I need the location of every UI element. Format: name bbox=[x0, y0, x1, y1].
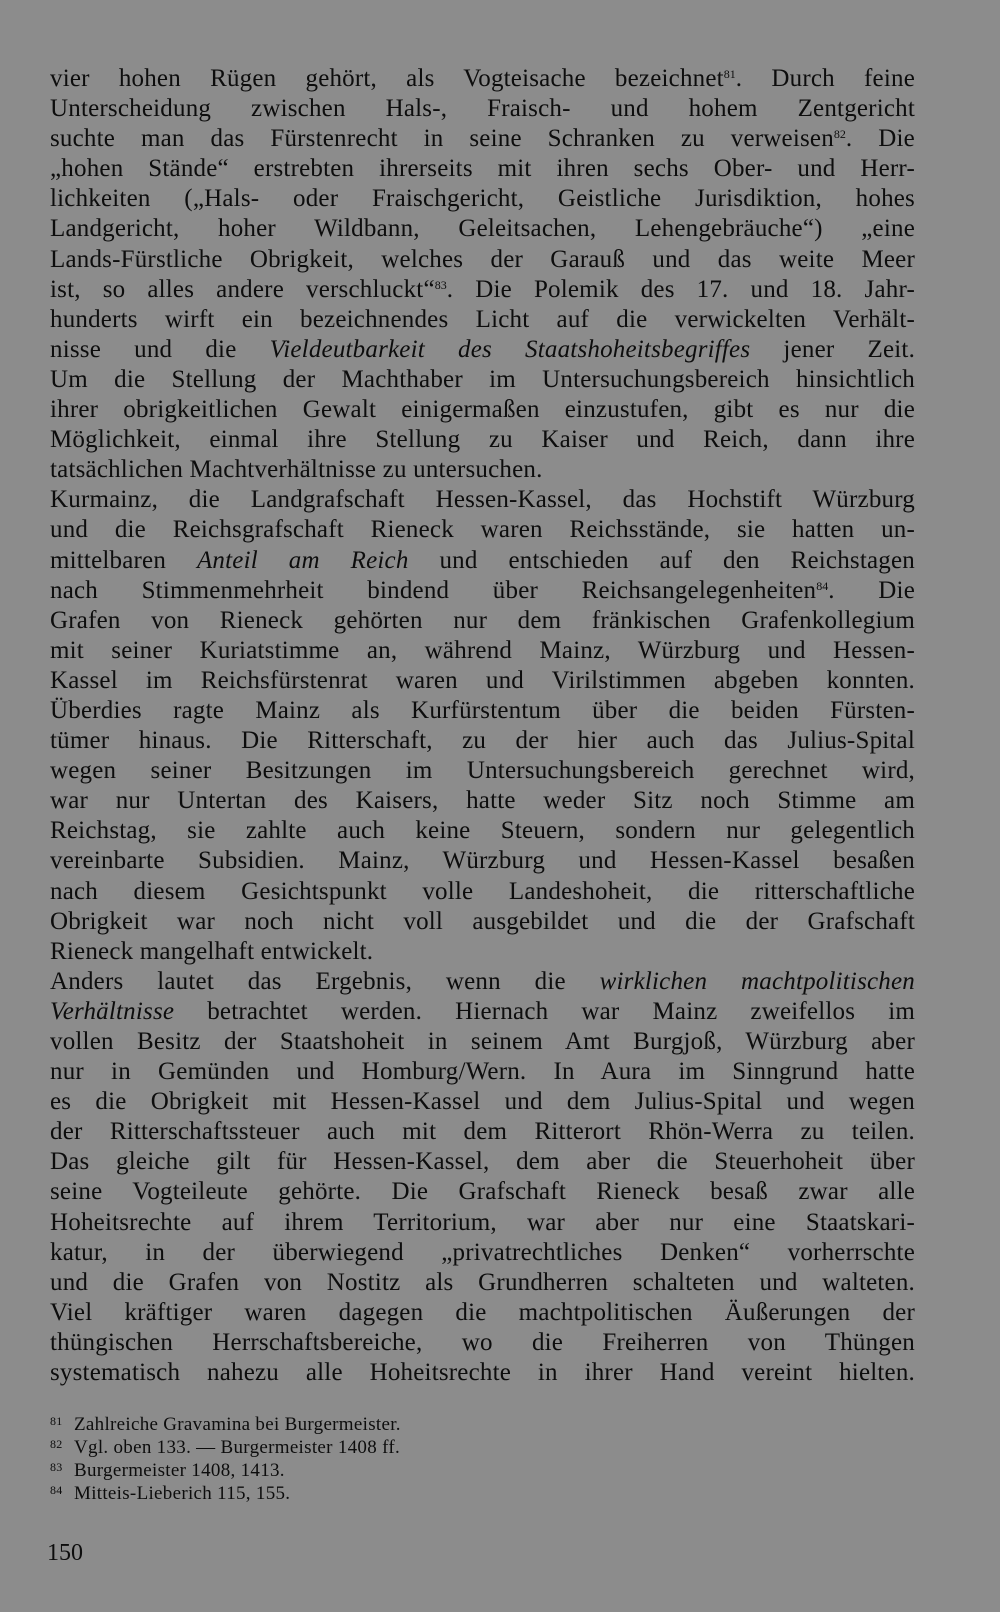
text-run: Lands-Fürstliche Obrigkeit, welches der Garauß und das weite Meer bbox=[50, 245, 915, 273]
text-run: betrachtet werden. Hiernach war Mainz zweifellos im bbox=[174, 997, 915, 1025]
text-run: vereinbarte Subsidien. Mainz, Würzburg und Hessen-Kassel besaßen bbox=[50, 847, 915, 875]
text-line bbox=[50, 1208, 915, 1238]
text-line bbox=[50, 1057, 915, 1087]
text-run: nisse und die bbox=[50, 335, 270, 363]
text-run: nur in Gemünden und Homburg/Wern. In Aura im Sinngrund hatte bbox=[50, 1058, 915, 1086]
text-run: Landgericht, hoher Wildbann, Geleitsachen, Lehengebräuche“) „eine bbox=[50, 215, 915, 243]
text-run: systematisch nahezu alle Hoheitsrechte in ihrer Hand vereint hielten. bbox=[50, 1359, 915, 1387]
text-line bbox=[50, 94, 915, 124]
text-run: und die Grafen von Nostitz als Grundherren schalteten und walteten. bbox=[50, 1268, 915, 1296]
text-line bbox=[50, 606, 915, 636]
text-run: mittelbaren bbox=[50, 546, 197, 574]
text-run: seine Vogteileute gehörte. Die Grafschaft Rieneck besaß zwar alle bbox=[50, 1178, 915, 1206]
text-run: Das gleiche gilt für Hessen-Kassel, dem aber die Steuerhoheit über bbox=[50, 1148, 915, 1176]
text-line bbox=[50, 124, 915, 154]
text-run: . Die bbox=[828, 576, 915, 604]
text-run: suchte man das Fürstenrecht in seine Schranken zu verweisen bbox=[50, 125, 834, 153]
text-line bbox=[50, 515, 915, 545]
text-run: Grafen von Rieneck gehörten nur dem fränkischen Grafenkollegium bbox=[50, 606, 915, 634]
text-run: ihrer obrigkeitlichen Gewalt einigermaßen einzustufen, gibt es nur die bbox=[50, 396, 915, 424]
text-line bbox=[50, 1027, 915, 1057]
text-run: . Durch feine bbox=[735, 65, 915, 92]
text-line bbox=[50, 335, 915, 365]
text-line bbox=[50, 846, 915, 876]
text-line bbox=[50, 245, 915, 275]
text-line bbox=[50, 997, 915, 1027]
text-line bbox=[50, 1238, 915, 1268]
text-run: und die Reichsgrafschaft Rieneck waren Reichsstände, sie hatten un- bbox=[50, 516, 915, 544]
text-line bbox=[50, 546, 915, 576]
text-run: vier hohen Rügen gehört, als Vogteisache bezeichnet bbox=[50, 65, 724, 92]
text-run: ist, so alles andere verschluckt“ bbox=[50, 275, 435, 303]
footnote bbox=[50, 1436, 650, 1459]
text-run: jener Zeit. bbox=[750, 335, 916, 363]
text-line bbox=[50, 1177, 915, 1207]
text-run: wegen seiner Besitzungen im Untersuchungsbereich gerechnet wird, bbox=[50, 757, 915, 785]
text-run: Möglichkeit, einmal ihre Stellung zu Kaiser und Reich, dann ihre bbox=[50, 426, 915, 454]
text-run: war nur Untertan des Kaisers, hatte weder Sitz noch Stimme am bbox=[50, 787, 915, 815]
footnote-ref: 81 bbox=[723, 67, 736, 81]
text-line bbox=[50, 1268, 915, 1298]
text-line bbox=[50, 696, 915, 726]
text-line bbox=[50, 756, 915, 786]
text-run: katur, in der überwiegend „privatrechtliches Denken“ vorherrschte bbox=[50, 1238, 915, 1266]
footnote-text: Mitteis-Lieberich 115, 155. bbox=[74, 1483, 291, 1504]
text-line bbox=[50, 1298, 915, 1328]
text-run: tatsächlichen Machtverhältnisse zu untersuchen. bbox=[50, 456, 543, 484]
text-line bbox=[50, 937, 915, 967]
emphasis-text: Verhältnisse bbox=[50, 997, 175, 1025]
footnote bbox=[50, 1413, 650, 1436]
text-run: . Die bbox=[845, 125, 915, 153]
text-run: vollen Besitz der Staatshoheit in seinem Amt Burgjoß, Würzburg aber bbox=[50, 1028, 915, 1055]
footnote-text: Burgermeister 1408, 1413. bbox=[74, 1460, 285, 1481]
text-run: und entschieden auf den Reichstagen bbox=[408, 546, 915, 574]
page-number: 150 bbox=[47, 1540, 83, 1566]
text-run: Überdies ragte Mainz als Kurfürstentum über die beiden Fürsten- bbox=[50, 696, 915, 724]
body-text bbox=[50, 64, 915, 1388]
text-line bbox=[50, 576, 915, 606]
text-line bbox=[50, 636, 915, 666]
footnote bbox=[50, 1482, 650, 1505]
text-line bbox=[50, 1328, 915, 1358]
footnote-number: 81 bbox=[50, 1414, 63, 1428]
footnote-ref: 84 bbox=[816, 578, 829, 593]
text-run: Reichstag, sie zahlte auch keine Steuern, sondern nur gelegentlich bbox=[50, 817, 915, 845]
text-run: tümer hinaus. Die Ritterschaft, zu der hier auch das Julius-Spital bbox=[50, 727, 915, 755]
footnote-ref: 82 bbox=[833, 127, 846, 142]
text-line bbox=[50, 967, 915, 997]
text-run: Hoheitsrechte auf ihrem Territorium, war aber nur eine Staatskari- bbox=[50, 1208, 915, 1236]
text-line bbox=[50, 305, 915, 335]
text-line bbox=[50, 485, 915, 515]
text-run: es die Obrigkeit mit Hessen-Kassel und dem Julius-Spital und wegen bbox=[50, 1088, 915, 1116]
emphasis-text: wirklichen machtpolitischen bbox=[599, 967, 915, 995]
footnote-number: 82 bbox=[50, 1437, 63, 1451]
text-line bbox=[50, 154, 915, 184]
text-run: thüngischen Herrschaftsbereiche, wo die Freiherren von Thüngen bbox=[50, 1328, 915, 1356]
text-run: . Die Polemik des 17. und 18. Jahr- bbox=[446, 275, 915, 303]
text-line bbox=[50, 455, 915, 485]
text-line bbox=[50, 726, 915, 756]
emphasis-text: Vieldeutbarkeit des Staatshoheitsbegriffes bbox=[269, 335, 751, 363]
text-run: Kurmainz, die Landgrafschaft Hessen-Kassel, das Hochstift Würzburg bbox=[50, 486, 915, 514]
text-line bbox=[50, 877, 915, 907]
text-run: mit seiner Kuriatstimme an, während Mainz, Würzburg und Hessen- bbox=[50, 636, 915, 664]
text-run: Anders lautet das Ergebnis, wenn die bbox=[50, 967, 600, 995]
text-line bbox=[50, 275, 915, 305]
text-line bbox=[50, 64, 915, 94]
footnote bbox=[50, 1459, 650, 1482]
text-run: Kassel im Reichsfürstenrat waren und Virilstimmen abgeben konnten. bbox=[50, 666, 915, 694]
text-line bbox=[50, 666, 915, 696]
text-line bbox=[50, 184, 915, 214]
footnote-ref: 83 bbox=[434, 277, 447, 292]
footnote-text: Vgl. oben 133. — Burgermeister 1408 ff. bbox=[74, 1437, 401, 1458]
footnote-number: 84 bbox=[50, 1483, 63, 1497]
text-run: Unterscheidung zwischen Hals-, Fraisch- und hohem Zentgericht bbox=[50, 95, 915, 123]
text-run: Obrigkeit war noch nicht voll ausgebildet und die der Grafschaft bbox=[50, 907, 915, 935]
footnotes bbox=[50, 1413, 650, 1505]
text-run: Viel kräftiger waren dagegen die machtpolitischen Äußerungen der bbox=[50, 1298, 915, 1326]
text-line bbox=[50, 1147, 915, 1177]
text-run: Rieneck mangelhaft entwickelt. bbox=[50, 937, 374, 965]
text-run: nach Stimmenmehrheit bindend über Reichsangelegenheiten bbox=[50, 576, 817, 604]
text-line bbox=[50, 214, 915, 244]
text-line bbox=[50, 1358, 915, 1388]
text-run: der Ritterschaftssteuer auch mit dem Ritterort Rhön-Werra zu teilen. bbox=[50, 1118, 915, 1146]
text-line bbox=[50, 786, 915, 816]
footnote-number: 83 bbox=[50, 1460, 63, 1474]
footnote-text: Zahlreiche Gravamina bei Burgermeister. bbox=[74, 1414, 401, 1435]
text-run: Um die Stellung der Machthaber im Untersuchungsbereich hinsichtlich bbox=[50, 365, 915, 393]
text-line bbox=[50, 907, 915, 937]
text-run: „hohen Stände“ erstrebten ihrerseits mit ihren sechs Ober- und Herr- bbox=[50, 155, 915, 183]
text-run: hunderts wirft ein bezeichnendes Licht auf die verwickelten Verhält- bbox=[50, 305, 915, 333]
text-line bbox=[50, 395, 915, 425]
text-line bbox=[50, 1087, 915, 1117]
emphasis-text: Anteil am Reich bbox=[196, 546, 409, 574]
text-run: lichkeiten („Hals- oder Fraischgericht, Geistliche Jurisdiktion, hohes bbox=[50, 185, 915, 213]
text-line bbox=[50, 365, 915, 395]
text-run: nach diesem Gesichtspunkt volle Landeshoheit, die ritterschaftliche bbox=[50, 877, 915, 905]
text-line bbox=[50, 425, 915, 455]
text-line bbox=[50, 1117, 915, 1147]
text-line bbox=[50, 816, 915, 846]
